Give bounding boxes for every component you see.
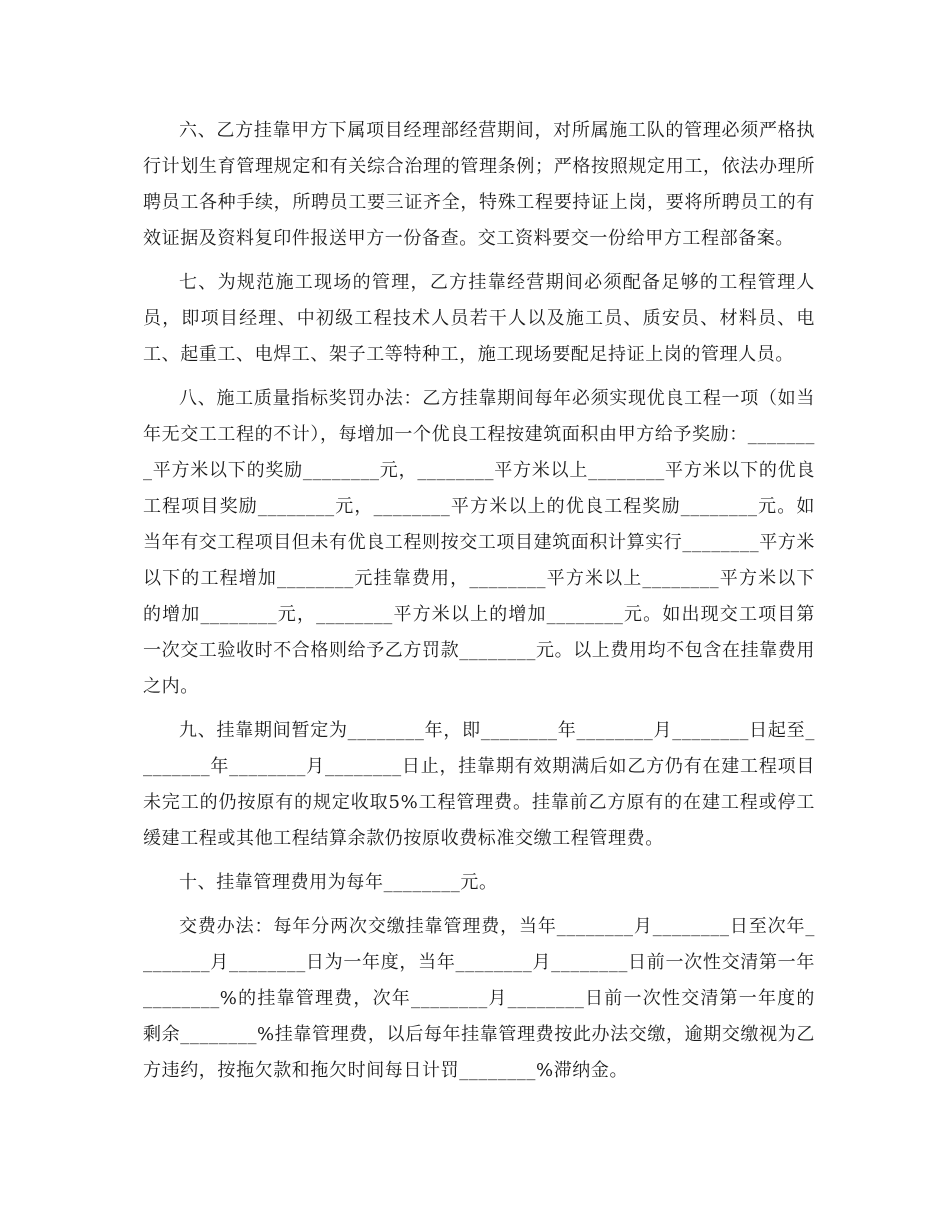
clause-9-paragraph: 九、挂靠期间暂定为________年，即________年________月________日起至________年________月________日止，挂靠期有效期满后如乙方仍有在建工程项目未完工的仍按原有的规定收取5%工程管理费。挂靠前乙方原有的在建工程或停工缓建工程或其他工程结算余款仍按原收费标准交缴工程管理费。: [143, 720, 815, 849]
document-body: [143, 113, 815, 1097]
clause-10-paragraph: 十、挂靠管理费用为每年________元。: [179, 872, 498, 893]
clause-8-paragraph: 八、施工质量指标奖罚办法：乙方挂靠期间每年必须实现优良工程一项（如当年无交工工程的不计），每增加一个优良工程按建筑面积由甲方给予奖励：________平方米以下的奖励________元，________平方米以上________平方米以下的优良工程项目奖励________元，________平方米以上的优良工程奖励________元。如当年有交工程项目但未有优良工程则按交工项目建筑面积计算实行________平方米以下的工程增加________元挂靠费用，________平方米以上________平方米以下的增加________元，________平方米以上的增加________元。如出现交工项目第一次交工验收时不合格则给予乙方罚款________元。以上费用均不包含在挂靠费用之内。: [143, 388, 815, 697]
clause-6-paragraph: 六、乙方挂靠甲方下属项目经理部经营期间，对所属施工队的管理必须严格执行计划生育管理规定和有关综合治理的管理条例；严格按照规定用工，依法办理所聘员工各种手续，所聘员工要三证齐全，特殊工程要持证上岗，要将所聘员工的有效证据及资料复印件报送甲方一份备查。交工资料要交一份给甲方工程部备案。: [143, 120, 815, 249]
payment-method-paragraph: 交费办法：每年分两次交缴挂靠管理费，当年________月________日至次年________月________日为一年度，当年________月________日前一次性交清第一年________%的挂靠管理费，次年________月________日前一次性交清第一年度的剩余________%挂靠管理费，以后每年挂靠管理费按此办法交缴，逾期交缴视为乙方违约，按拖欠款和拖欠时间每日计罚________%滞纳金。: [143, 916, 815, 1081]
clause-7-paragraph: 七、为规范施工现场的管理，乙方挂靠经营期间必须配备足够的工程管理人员，即项目经理、中初级工程技术人员若干人以及施工员、质安员、材料员、电工、起重工、电焊工、架子工等特种工，施工现场要配足持证上岗的管理人员。: [143, 272, 815, 365]
